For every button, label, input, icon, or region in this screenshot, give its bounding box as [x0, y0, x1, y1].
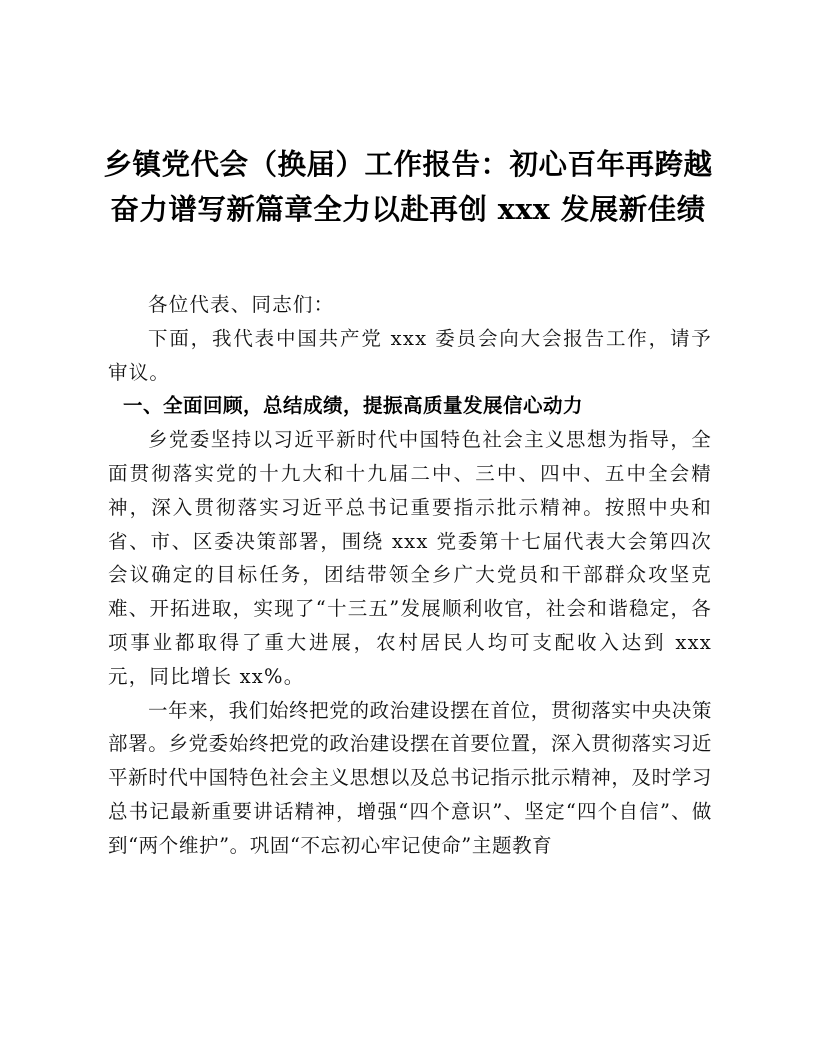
- body-paragraph: 乡党委坚持以习近平新时代中国特色社会主义思想为指导，全面贯彻落实党的十九大和十九届二中、三中、四中、五中全会精神，深入贯彻落实习近平总书记重要指示批示精神。按照中央和省、市、区委决策部署，围绕 xxx 党委第十七届代表大会第四次会议确定的目标任务，团结带领全乡广大党员和干部群众攻坚克难、开拓进取，实现了“十三五”发展顺利收官，社会和谐稳定，各项事业都取得了重大进展，农村居民人均可支配收入达到 xxx 元，同比增长 xx%。: [108, 428, 712, 688]
- intro-paragraph: 下面，我代表中国共产党 xxx 委员会向大会报告工作，请予审议。: [108, 326, 712, 384]
- body-paragraph: 一年来，我们始终把党的政治建设摆在首位，贯彻落实中央决策部署。乡党委始终把党的政治建设摆在首要位置，深入贯彻落实习近平新时代中国特色社会主义思想以及总书记指示批示精神，及时学习总书记最新重要讲话精神，增强“四个意识”、坚定“四个自信”、做到“两个维护”。巩固“不忘初心牢记使命”主题教育: [108, 698, 712, 857]
- greeting-paragraph: 各位代表、同志们：: [148, 293, 335, 316]
- section-heading: 一、全面回顾，总结成绩，提振高质量发展信心动力: [123, 394, 584, 418]
- document-body: [108, 288, 712, 863]
- document-title: 乡镇党代会（换届）工作报告：初心百年再跨越奋力谱写新篇章全力以赴再创 xxx 发展新佳绩: [103, 147, 713, 226]
